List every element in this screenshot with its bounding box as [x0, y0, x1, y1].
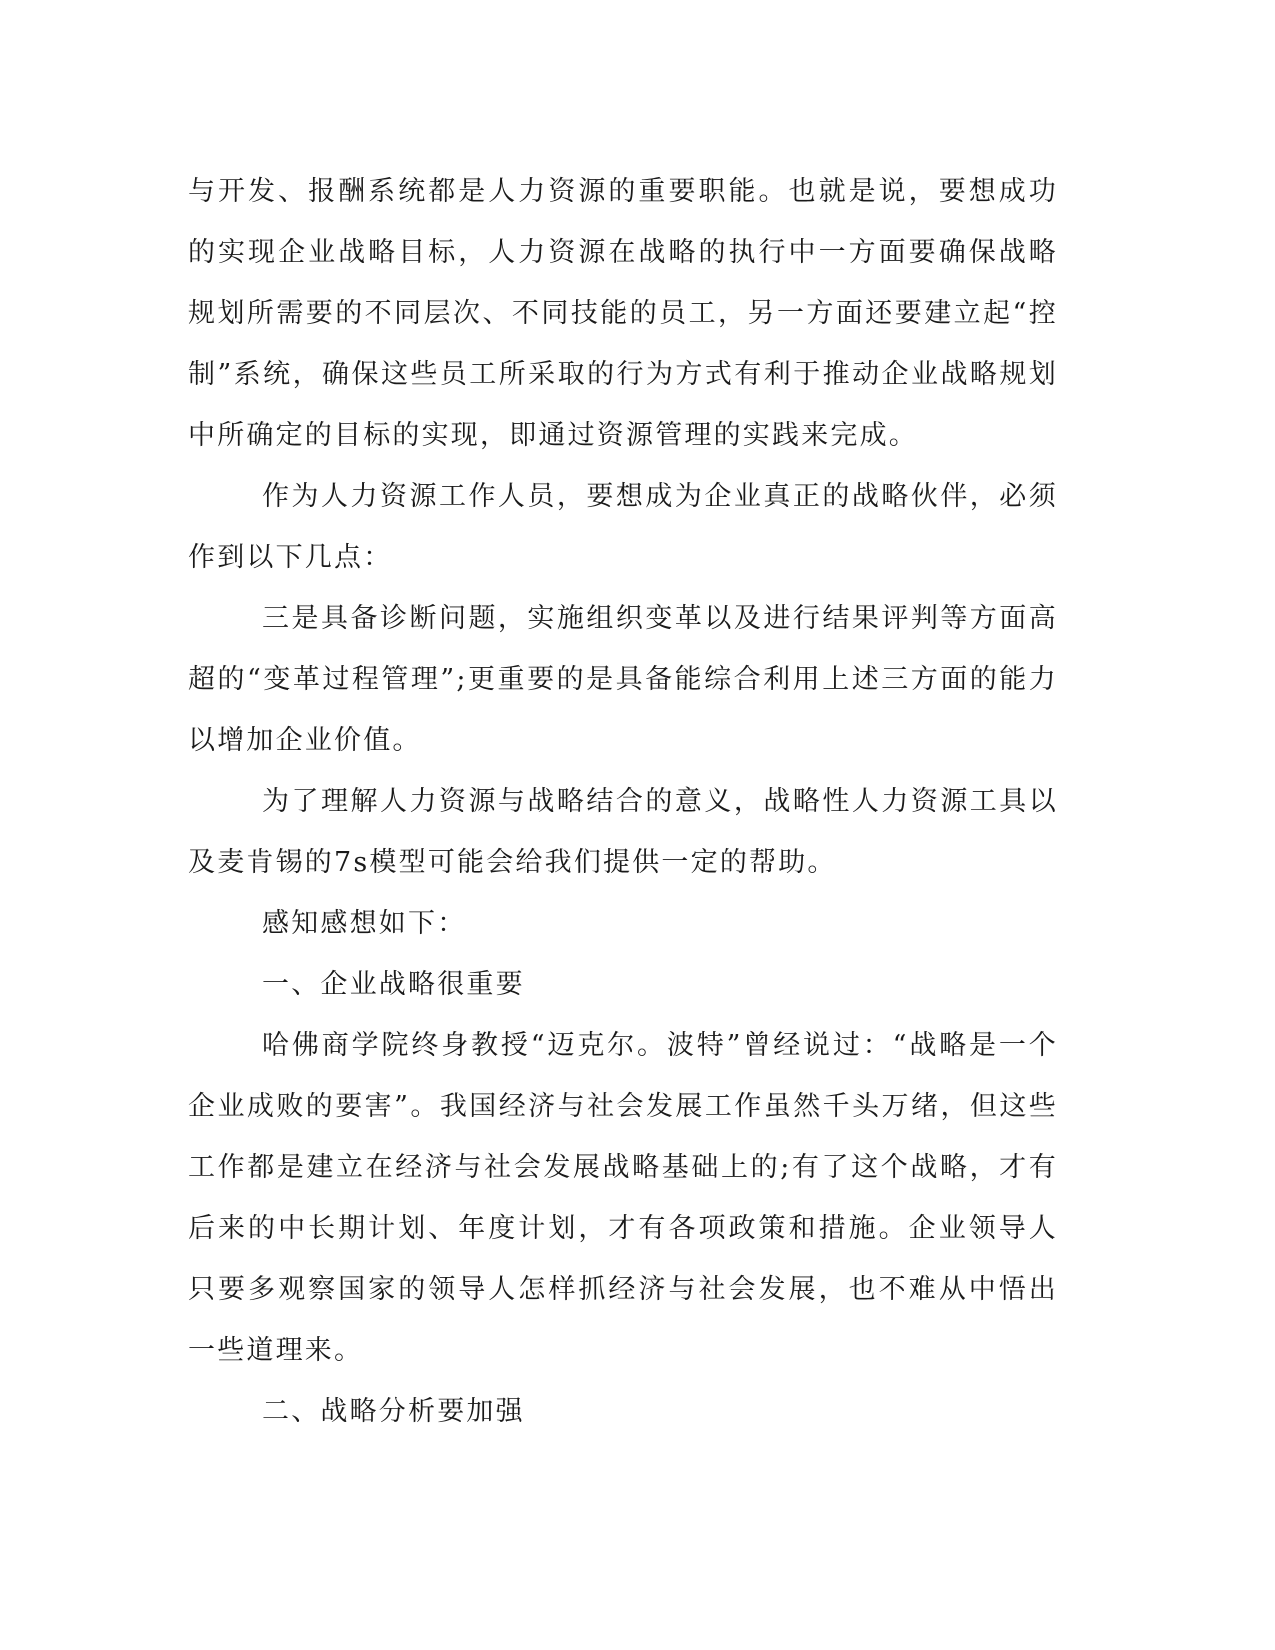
section-heading-1: 一、企业战略很重要 [262, 969, 525, 1000]
document-body [188, 161, 1058, 1442]
paragraph-7s-model: 为了理解人力资源与战略结合的意义，战略性人力资源工具以及麦肯锡的7s模型可能会给我们提供一定的帮助。 [188, 786, 1058, 878]
paragraph-reflections-intro: 感知感想如下： [262, 908, 467, 939]
section-heading-2: 二、战略分析要加强 [262, 1396, 525, 1427]
paragraph-continuation: 与开发、报酬系统都是人力资源的重要职能。也就是说，要想成功的实现企业战略目标，人力资源在战略的执行中一方面要确保战略规划所需要的不同层次、不同技能的员工，另一方面还要建立起“控制”系统，确保这些员工所采取的行为方式有利于推动企业战略规划中所确定的目标的实现，即通过资源管理的实践来完成。 [188, 176, 1058, 451]
paragraph-change-management: 三是具备诊断问题，实施组织变革以及进行结果评判等方面高超的“变革过程管理”;更重要的是具备能综合利用上述三方面的能力以增加企业价值。 [188, 603, 1058, 756]
paragraph-porter-quote: 哈佛商学院终身教授“迈克尔。波特”曾经说过：“战略是一个企业成败的要害”。我国经济与社会发展工作虽然千头万绪，但这些工作都是建立在经济与社会发展战略基础上的;有了这个战略，才有后来的中长期计划、年度计划，才有各项政策和措施。企业领导人只要多观察国家的领导人怎样抓经济与社会发展，也不难从中悟出一些道理来。 [188, 1030, 1058, 1366]
paragraph-strategic-partner: 作为人力资源工作人员，要想成为企业真正的战略伙伴，必须作到以下几点： [188, 481, 1058, 573]
